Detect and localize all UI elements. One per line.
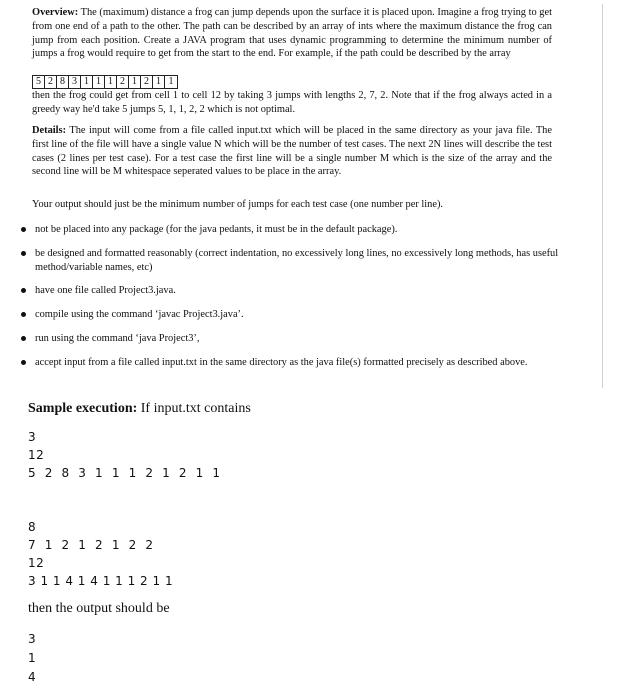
requirement-item xyxy=(18,284,578,298)
array-cell: 5 xyxy=(33,76,45,88)
bullet-icon xyxy=(21,288,26,293)
requirement-item xyxy=(18,356,578,370)
array-cell: 2 xyxy=(45,76,57,88)
sample-label: Sample execution: xyxy=(28,401,138,416)
sample-heading xyxy=(28,400,251,418)
requirement-item xyxy=(18,308,578,322)
array-cell: 3 xyxy=(69,76,81,88)
array-cell: 1 xyxy=(81,76,93,88)
requirement-item xyxy=(18,223,578,237)
input-line: 3 1 1 4 1 4 1 1 1 2 1 1 xyxy=(28,574,174,588)
output-note: Your output should just be the minimum number of jumps for each test case (one number per line). xyxy=(32,199,444,210)
input-line: 8 xyxy=(28,520,37,534)
array-cell: 1 xyxy=(153,76,165,88)
overview-label: Overview: xyxy=(32,7,79,18)
requirement-item xyxy=(18,332,578,346)
array-cell: 1 xyxy=(129,76,141,88)
details-paragraph xyxy=(32,124,552,179)
bullet-icon xyxy=(21,227,26,232)
overview-text: The (maximum) distance a frog can jump depends upon the surface it is placed upon. Imagine a frog trying to get from one end of a path to the other. The path can be described by an array of ints where the maximum distance the frog can jump from each position. Create a JAVA program that uses dynamic programming to determine the minimum number of jumps a frog would require to get from the start to the end. For example, if the path could be described by the array xyxy=(32,7,552,60)
input-line xyxy=(28,502,221,520)
requirements-list xyxy=(18,223,578,380)
details-text: The input will come from a file called input.txt which will be placed in the same directory as your java file. The first line of the file will have a single value N which will be the number of test cases. The next 2N lines will describe the test cases (2 lines per test case). For a test case the first line will be a single number M which is the size of the array and the second line will be M whitespace seperated values to be place in the array. xyxy=(32,125,552,178)
bullet-icon xyxy=(21,336,26,341)
overview-continuation: then the frog could get from cell 1 to cell 12 by taking 3 jumps with lengths 2, 7, 2. Note that if the frog always acted in a greedy way he'd take 5 jumps 5, 1, 1, 2, 2 which is not optimal. xyxy=(32,90,552,115)
input-line: 12 xyxy=(28,556,45,570)
bullet-icon xyxy=(21,360,26,365)
overview-paragraph xyxy=(32,6,552,61)
requirement-text: have one file called Project3.java. xyxy=(35,285,176,297)
requirement-text: not be placed into any package (for the java pedants, it must be in the default package). xyxy=(35,224,398,235)
bullet-icon xyxy=(21,251,26,256)
array-cell: 2 xyxy=(117,76,129,88)
array-cell: 8 xyxy=(57,76,69,88)
bullet-icon xyxy=(21,312,26,317)
array-cell: 1 xyxy=(168,76,174,87)
sample-text: If input.txt contains xyxy=(140,401,251,416)
then-output-text: then the output should be xyxy=(28,601,170,616)
input-line: 3 xyxy=(28,430,37,444)
input-line: 12 xyxy=(28,448,45,462)
requirement-text: be designed and formatted reasonably (correct indentation, no excessively long lines, no excessively long methods, has useful method/variable names, etc) xyxy=(35,247,559,273)
array-cell: 2 xyxy=(141,76,153,88)
sample-output xyxy=(28,630,36,687)
details-label: Details: xyxy=(32,125,67,136)
output-line: 4 xyxy=(28,670,37,684)
input-line: 5 2 8 3 1 1 1 2 1 2 1 1 xyxy=(28,466,221,480)
sample-input xyxy=(28,430,221,592)
requirement-text: compile using the command ‘javac Project3.java’. xyxy=(35,309,244,321)
output-line: 3 xyxy=(28,632,37,646)
requirement-item xyxy=(18,247,578,275)
requirement-text: run using the command ‘java Project3’, xyxy=(35,332,200,344)
input-line xyxy=(28,484,221,502)
output-line: 1 xyxy=(28,651,37,665)
array-cell: 1 xyxy=(105,76,117,88)
input-line: 7 1 2 1 2 1 2 2 xyxy=(28,538,154,552)
example-array xyxy=(32,75,178,89)
array-cell: 1 xyxy=(93,76,105,88)
requirement-text: accept input from a file called input.txt in the same directory as the java file(s) formatted precisely as described above. xyxy=(35,356,528,368)
